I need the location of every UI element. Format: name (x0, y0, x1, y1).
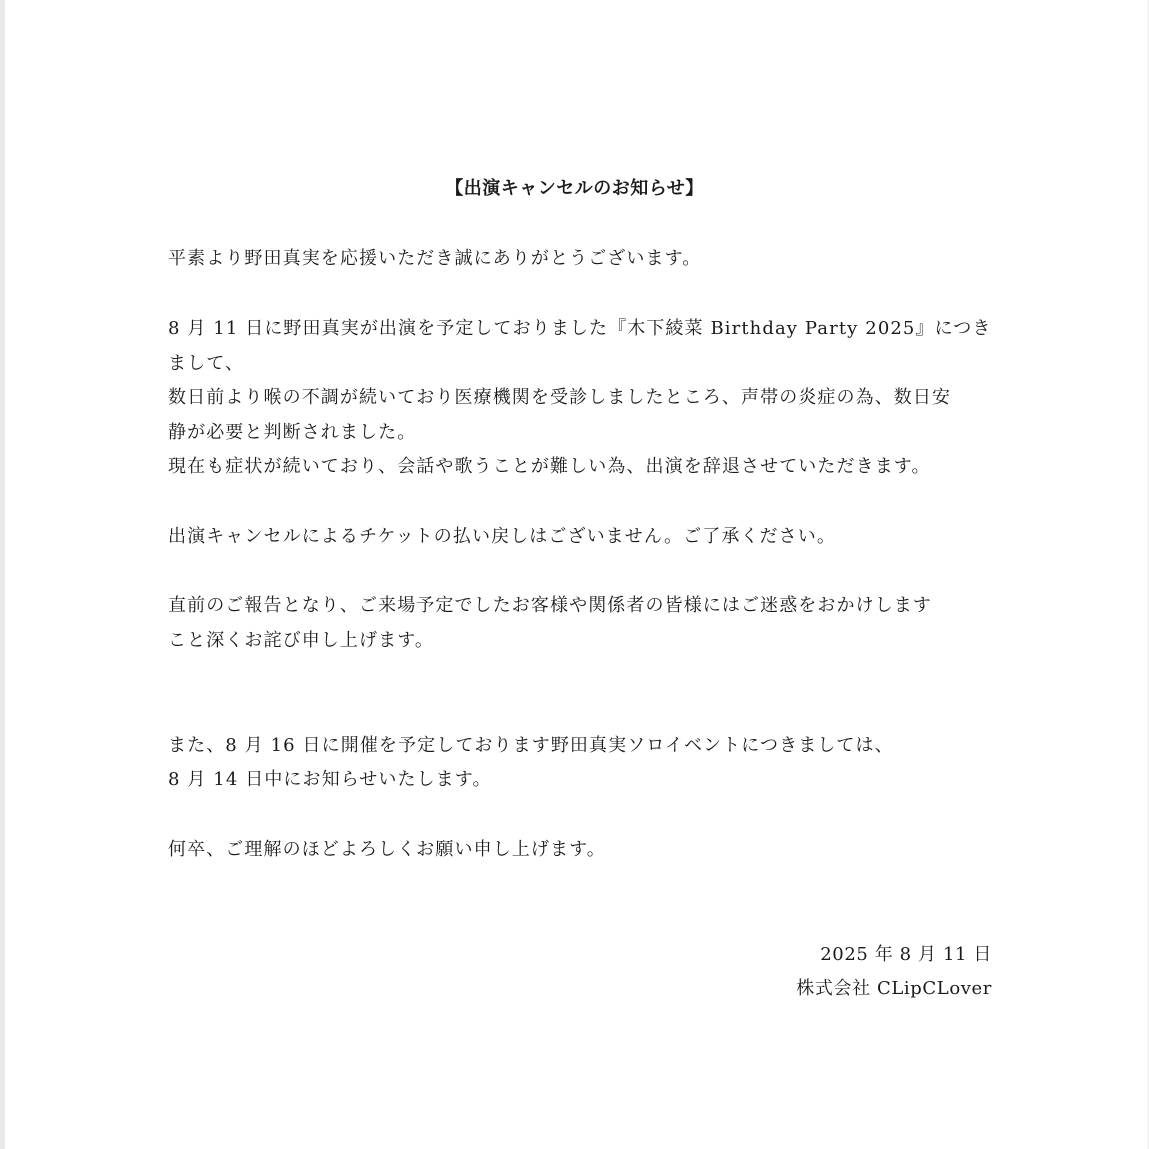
paragraph1-line1: 8 月 11 日に野田真実が出演を予定しておりました『木下綾菜 Birthday Party 2025』につき (168, 318, 992, 339)
paragraph1-line4: 静が必要と判断されました。 (168, 422, 417, 443)
paragraph4-line2: 8 月 14 日中にお知らせいたします。 (168, 769, 492, 790)
greeting-line: 平素より野田真実を応援いただき誠にありがとうございます。 (168, 248, 702, 269)
paragraph3-line2: こと深くお詫び申し上げます。 (168, 630, 434, 651)
issue-date: 2025 年 8 月 11 日 (820, 944, 992, 965)
paragraph1-line5: 現在も症状が続いており、会話や歌うことが難しい為、出演を辞退させていただきます。 (168, 456, 931, 477)
paragraph2-line: 出演キャンセルによるチケットの払い戻しはございません。ご了承ください。 (168, 526, 836, 547)
notice-title: 【出演キャンセルのお知らせ】 (445, 178, 704, 199)
company-name: 株式会社 CLipCLover (796, 978, 992, 999)
closing-line: 何卒、ご理解のほどよろしくお願い申し上げます。 (168, 839, 606, 860)
paragraph3-line1: 直前のご報告となり、ご来場予定でしたお客様や関係者の皆様にはご迷惑をおかけします (168, 595, 932, 616)
paragraph1-line3: 数日前より喉の不調が続いており医療機関を受診しましたところ、声帯の炎症の為、数日安 (168, 387, 952, 408)
paragraph4-line1: また、8 月 16 日に開催を予定しております野田真実ソロイベントにつきましては、 (168, 735, 894, 756)
paragraph1-line2: まして、 (168, 353, 245, 374)
